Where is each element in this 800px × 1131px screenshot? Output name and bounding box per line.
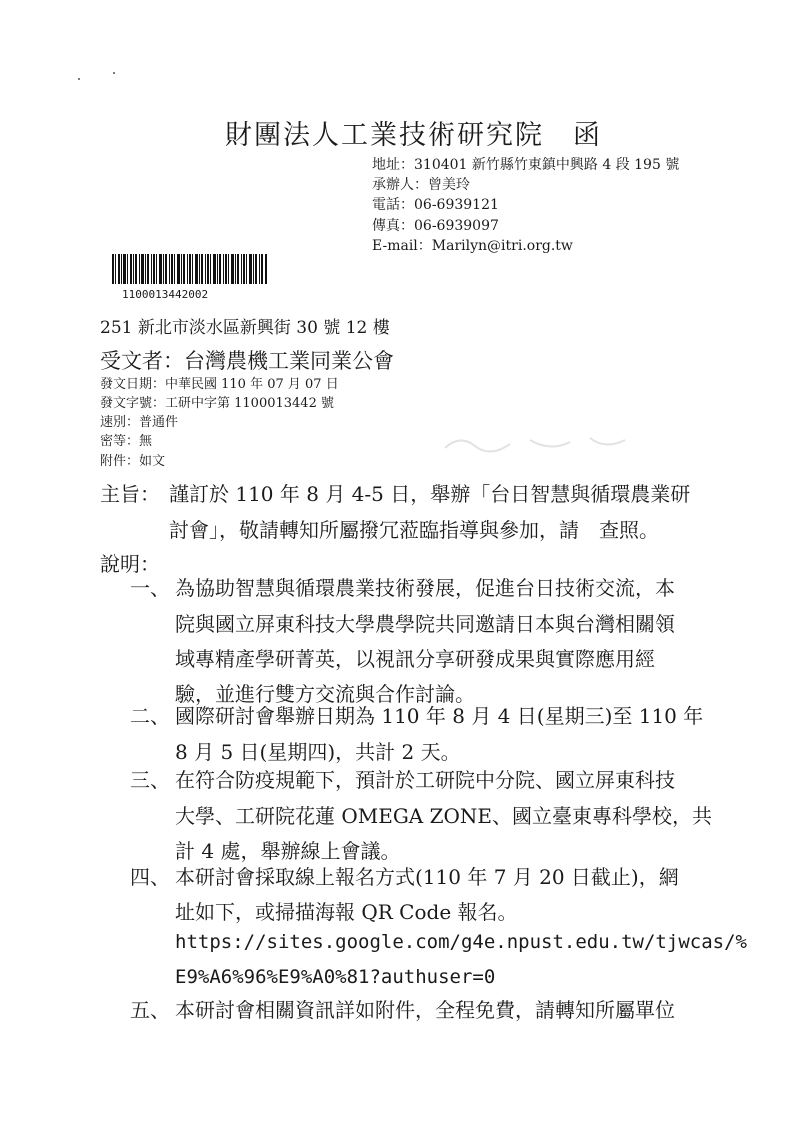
document-number: 發文字號：工研中字第 1100013442 號 bbox=[100, 396, 334, 411]
item-2-line-1: 國際研討會舉辦日期為 110 年 8 月 4 日(星期三)至 110 年 bbox=[175, 704, 704, 728]
barcode bbox=[112, 254, 267, 284]
registration-url-line-1[interactable]: https://sites.google.com/g4e.npust.edu.tw/tjwcas/% bbox=[175, 931, 747, 953]
barcode-number: 1100013442002 bbox=[122, 288, 209, 301]
recipient-address: 251 新北市淡水區新興街 30 號 12 樓 bbox=[100, 318, 390, 338]
subject-label: 主旨： bbox=[100, 482, 160, 506]
item-4-line-2: 址如下，或掃描海報 QR Code 報名。 bbox=[175, 900, 518, 924]
item-1-line-2: 院與國立屏東科技大學農學院共同邀請日本與台灣相關領 bbox=[175, 612, 675, 636]
scan-speck bbox=[78, 78, 80, 80]
subject-line-1: 謹訂於 110 年 8 月 4-5 日，舉辦「台日智慧與循環農業研 bbox=[169, 482, 691, 506]
bleed-through-mark bbox=[440, 430, 630, 456]
item-1-line-3: 域專精產學研菁英，以視訊分享研發成果與實際應用經 bbox=[175, 647, 655, 671]
item-4-number: 四、 bbox=[130, 865, 170, 889]
issue-date: 發文日期：中華民國 110 年 07 月 07 日 bbox=[100, 377, 339, 392]
item-3-line-2: 大學、工研院花蓮 OMEGA ZONE、國立臺東專科學校，共 bbox=[175, 804, 713, 828]
item-5-number: 五、 bbox=[130, 998, 170, 1022]
contact-email: E-mail：Marilyn@itri.org.tw bbox=[372, 238, 573, 254]
contact-address: 地址：310401 新竹縣竹東鎮中興路 4 段 195 號 bbox=[372, 157, 680, 173]
item-1-line-1: 為協助智慧與循環農業技術發展，促進台日技術交流，本 bbox=[175, 576, 675, 600]
confidentiality: 密等：無 bbox=[100, 434, 153, 449]
subject-line-2: 討會」，敬請轉知所屬撥冗蒞臨指導與參加，請 查照。 bbox=[169, 518, 659, 542]
item-2-number: 二、 bbox=[130, 704, 170, 728]
delivery-speed: 速別：普通件 bbox=[100, 415, 179, 430]
contact-person: 承辦人：曾美玲 bbox=[372, 177, 470, 193]
item-3-number: 三、 bbox=[130, 768, 170, 792]
recipient: 受文者：台灣農機工業同業公會 bbox=[100, 349, 394, 373]
scan-speck bbox=[113, 72, 115, 74]
explanation-label: 說明： bbox=[100, 552, 160, 576]
item-1-number: 一、 bbox=[130, 576, 170, 600]
contact-fax: 傳真：06-6939097 bbox=[372, 218, 499, 234]
attachment: 附件：如文 bbox=[100, 454, 166, 469]
contact-phone: 電話：06-6939121 bbox=[372, 197, 499, 213]
item-3-line-1: 在符合防疫規範下，預計於工研院中分院、國立屏東科技 bbox=[175, 768, 675, 792]
item-3-line-3: 計 4 處，舉辦線上會議。 bbox=[175, 839, 401, 863]
document-title: 財團法人工業技術研究院 函 bbox=[225, 120, 602, 151]
item-5-line-1: 本研討會相關資訊詳如附件，全程免費，請轉知所屬單位 bbox=[175, 998, 675, 1022]
item-2-line-2: 8 月 5 日(星期四)，共計 2 天。 bbox=[175, 740, 461, 764]
item-1-line-4: 驗，並進行雙方交流與合作討論。 bbox=[175, 682, 475, 706]
registration-url-line-2[interactable]: E9%A6%96%E9%A0%81?authuser=0 bbox=[175, 966, 496, 988]
item-4-line-1: 本研討會採取線上報名方式(110 年 7 月 20 日截止)，網 bbox=[175, 865, 679, 889]
